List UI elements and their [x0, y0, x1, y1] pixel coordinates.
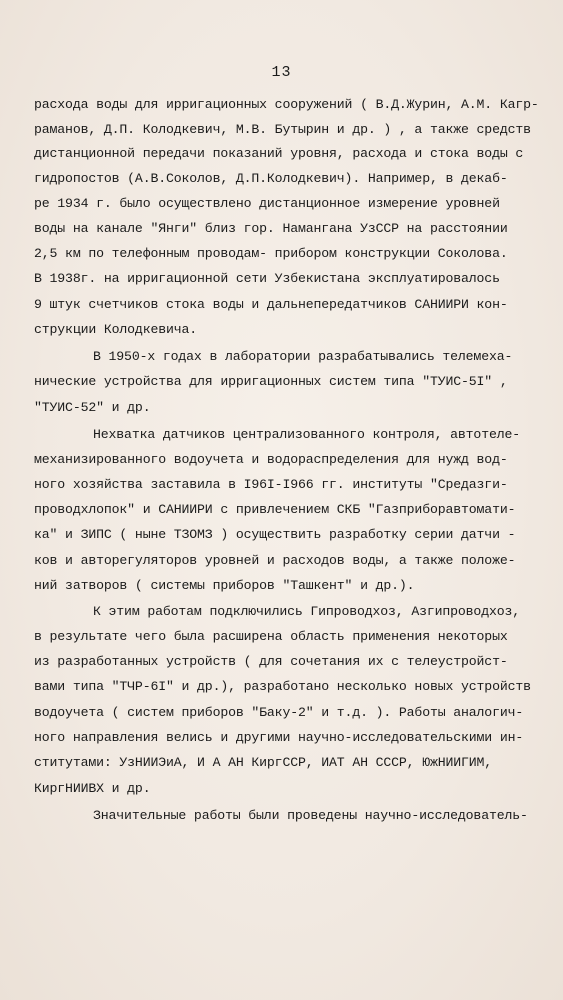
- text-line: В 1938г. на ирригационной сети Узбекистана эксплуатировалось: [34, 271, 500, 286]
- text-line: ка" и ЗИПС ( ныне ТЗОМЗ ) осуществить разработку серии датчи -: [34, 527, 516, 542]
- text-line: проводхлопок" и САНИИРИ с привлечением СКБ "Газприборавтомати-: [34, 502, 516, 517]
- text-line: К этим работам подключились Гипроводхоз, Азгипроводхоз,: [93, 604, 521, 619]
- text-line: из разработанных устройств ( для сочетания их с телеустройст-: [34, 654, 508, 669]
- text-line: струкции Колодкевича.: [34, 322, 198, 337]
- text-line: "ТУИС-52" и др.: [34, 400, 151, 415]
- text-line: гидропостов (А.В.Соколов, Д.П.Колодкевич). Например, в декаб-: [34, 171, 508, 186]
- text-line: рамaнов, Д.П. Колодкевич, М.В. Бутырин и др. ) , а также средств: [34, 122, 531, 137]
- text-line: водоучета ( систем приборов "Баку-2" и т.д. ). Работы аналогич-: [34, 705, 524, 720]
- text-line: КиргНИИВХ и др.: [34, 781, 151, 796]
- text-line: ре 1934 г. было осуществлено дистанционное измерение уровней: [34, 196, 500, 211]
- text-line: нические устройства для ирригационных систем типа "ТУИС-5I" ,: [34, 374, 508, 389]
- text-line: воды на канале "Янги" близ гор. Намангана УзССР на расстоянии: [34, 221, 508, 236]
- text-line: В 1950-х годах в лаборатории разрабатывались телемеха-: [93, 349, 513, 364]
- text-line: расхода воды для ирригационных сооружений ( В.Д.Журин, А.М. Кагр-: [34, 97, 539, 112]
- text-line: механизированного водоучета и водораспределения для нужд вод-: [34, 452, 508, 467]
- text-line: 2,5 км по телефонным проводам- прибором конструкции Соколова.: [34, 246, 508, 261]
- page-number: 13: [271, 64, 292, 81]
- text-line: Значительные работы были проведены научно-исследователь-: [93, 808, 528, 823]
- text-line: ного направления велись и другими научно-исследовательскими ин-: [34, 730, 524, 745]
- text-line: ного хозяйства заставила в I96I-I966 гг. институты "Средазги-: [34, 477, 508, 492]
- text-line: ститутами: УзНИИЭиА, И А АН КиргССР, ИАТ АН СССР, ЮжНИИГИМ,: [34, 755, 493, 770]
- text-line: ков и авторегуляторов уровней и расходов воды, а также положе-: [34, 553, 516, 568]
- text-line: 9 штук счетчиков стока воды и дальнепередатчиков САНИИРИ кон-: [34, 297, 508, 312]
- text-line: ний затворов ( системы приборов "Ташкент" и др.).: [34, 578, 415, 593]
- text-line: вами типа "ТЧР-6I" и др.), разработано несколько новых устройств: [34, 679, 531, 694]
- text-line: в результате чего была расширена область применения некоторых: [34, 629, 508, 644]
- text-line: дистанционной передачи показаний уровня, расхода и стока воды с: [34, 146, 524, 161]
- text-line: Нехватка датчиков централизованного контроля, автотеле-: [93, 427, 521, 442]
